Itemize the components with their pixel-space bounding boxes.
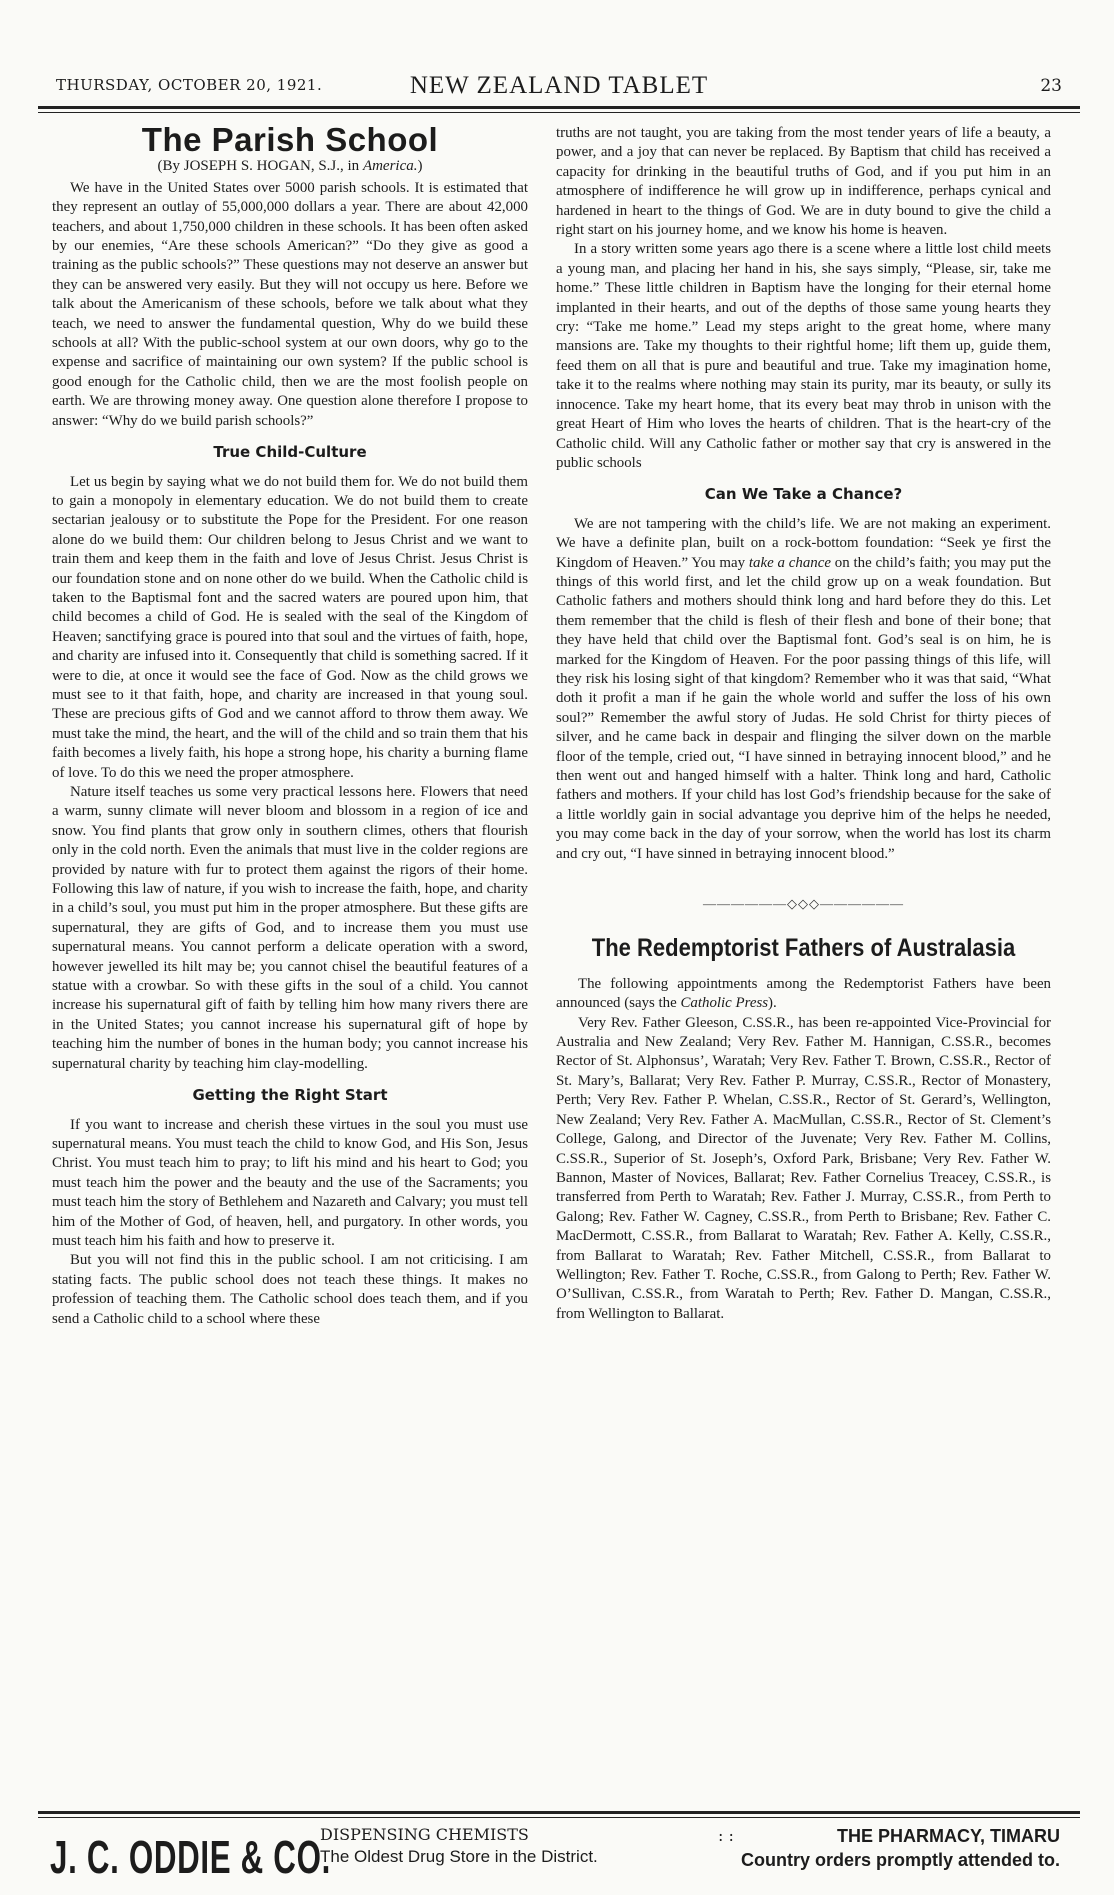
body-paragraph-continued: truths are not taught, you are taking from the most tender years of life a beauty, a power, and a joy that can never be replaced. By Baptism that child has received a capacity for drinking in the beautiful truths of God, and if you put him in an atmosphere of indifference he will grow up in indifference, perhaps cynical and hardened in heart to the things of God. We are in duty bound to give the child a right start on his journey home, and we know his home is heaven. — [556, 125, 1051, 239]
body-paragraph: The following appointments among the Redemptorist Fathers have been announced (says the Catholic Press). — [556, 975, 1051, 1012]
emphasis-take-a-chance: take a chance — [748, 554, 831, 571]
section-heading-getting-the-right-start: Getting the Right Start — [192, 1086, 388, 1105]
advertiser-description — [320, 1824, 750, 1868]
ad-line-dispensing: DISPENSING CHEMISTS — [320, 1825, 529, 1844]
header-rule-thin — [38, 112, 1080, 113]
body-paragraph: We are not tampering with the child’s life. We are not making an experiment. We have a definite plan, built on a rock-bottom foundation: “Seek ye first the Kingdom of Heaven.” You may take a chance on the child’s faith; you may put the things of this world first, and let the child grow up on a weak foundation. But Catholic fathers and mothers should think long and hard before they do this. Let them remember that the child is flesh of their flesh and bone of their bone; that they have held that child over the Baptismal font. God’s seal is on him, he is marked for the Kingdom of Heaven. For the poor passing things of this life, will they risk his losing sight of that kingdom? Remember who it was that said, “What doth it profit a man if he gain the whole world and suffer the loss of his own soul?” Remember the awful story of Judas. He sold Christ for thirty pieces of silver, and he came back in despair and flinging the silver down on the marble floor of the temple, cried out, “I have sinned in betraying innocent blood,” and he then went out and hanged himself with a halter. Think long and hard, Catholic fathers and mothers. If your child has lost God’s friendship because for the sake of a little worldly gain in social advantage you deprive him of the helps he needed, you may come back in the day of your sorrow, when the world has lost its charm and cry out, “I have sinned in betraying innocent blood.” — [556, 515, 1052, 862]
footer-rule — [38, 1811, 1080, 1814]
redemptorist-article — [556, 975, 1051, 1324]
right-column — [556, 124, 1051, 1324]
left-column — [52, 121, 528, 1329]
article-byline: (By JOSEPH S. HOGAN, S.J., in America.) — [157, 158, 423, 175]
body-paragraph: In a story written some years ago there is a scene where a little lost child meets a young man, and placing her hand in his, she says simply, “Please, sir, take me home.” These little children in Baptism have the longing for their eternal home implanted in their hearts, and out of the depths of those same young hearts they cry: “Take me home.” Lead my steps aright to the great home, where many mansions are. Take my thoughts to their rightful home; lift them up, guide them, feed them on all that is pure and beautiful and true. Take my imagination home, take it to the realms where nothing may stain its purity, mar its beauty, or sully its innocence. Take my heart home, that its every beat may throb in unison with the great Heart of Him who loves the hearts of children. That is the heart-cry of the Catholic child. Will any Catholic father or mother say that cry is answered in the public schools — [556, 241, 1051, 471]
appointments-paragraph: Very Rev. Father Gleeson, C.SS.R., has been re-appointed Vice-Provincial for Australia and New Zealand; Very Rev. Father M. Hannigan, C.SS.R., becomes Rector of St. Alphonsus’, Waratah; Very Rev. Father T. Brown, C.SS.R., Rector of St. Mary’s, Ballarat; Very Rev. Father P. Murray, C.SS.R., Rector of Monastery, Perth; Very Rev. Father P. Whelan, C.SS.R., Rector of St. Gerard’s, Wellington, New Zealand; Very Rev. Father A. MacMullan, C.SS.R., Rector of St. Clement’s College, Galong, and Director of the Juvenate; Very Rev. Father M. Collins, C.SS.R., Superior of St. Joseph’s, Oxford Park, Brisbane; Very Rev. Father W. Bannon, Master of Novices, Ballarat; Rev. Father Cornelius Treacey, C.SS.R., is transferred from Perth to Waratah; Rev. Father J. Murray, C.SS.R., from Perth to Galong; Rev. Father W. Cagney, C.SS.R., from Perth to Brisbane; Rev. Father C. MacDermott, C.SS.R., from Ballarat to Waratah; Rev. Father A. Kelly, C.SS.R., from Ballarat to Waratah; Rev. Father Mitchell, C.SS.R., from Ballarat to Wellington; Rev. Father T. Roche, C.SS.R., from Galong to Perth; Rev. Father W. O’Sullivan, C.SS.R., from Waratah to Perth; Rev. Father D. Mangan, C.SS.R., from Wellington to Ballarat. — [556, 1014, 1051, 1322]
body-paragraph: But you will not find this in the public school. I am not criticising. I am stating facts. The public school does not teach these things. It makes no profession of teaching them. The Catholic school does teach them, and if you send a Catholic child to a school where these — [52, 1252, 528, 1327]
footer-rule-thin — [38, 1817, 1080, 1818]
source-catholic-press: Catholic Press — [680, 995, 769, 1012]
page-header — [38, 72, 1080, 104]
page-number: 23 — [1040, 76, 1062, 96]
byline-source: America. — [362, 158, 418, 175]
body-paragraph: Nature itself teaches us some very practical lessons here. Flowers that need a warm, sunny climate will never bloom and blossom in a region of ice and snow. You find plants that grow only in southern climes, others that flourish only in the cold north. Even the animals that must live in the colder regions are provided by nature with fur to protect them against the rigors of their home. Following this law of nature, if you wish to increase the faith, hope, and charity in a child’s soul, you must put him in the proper atmosphere. But these gifts are supernatural, they are gifts of God, and to increase them you must use supernatural means. You cannot perform a delicate operation with a sword, however jewelled its hilt may be; you cannot chisel the beautiful features of a statue with a crowbar. So with these gifts in the soul of a child. You cannot increase his supernatural gift of faith by telling him how many rivers there are in the United States; you cannot increase his supernatural gift of hope by teaching him the number of bones in the human body; you cannot increase his supernatural charity by teaching him clay-modelling. — [52, 784, 528, 1072]
ornamental-divider: ——————◇◇◇—————— — [703, 896, 904, 912]
article-title: The Parish School — [141, 121, 439, 158]
ad-separator: : : — [718, 1826, 734, 1845]
ad-line-pharmacy: THE PHARMACY, TIMARU — [837, 1826, 1060, 1846]
article-intro-paragraph: We have in the United States over 5000 parish schools. It is estimated that they represent an outlay of 55,000,000 dollars a year. There are about 42,000 teachers, and about 1,750,000 children in these schools. It has been often asked by our enemies, “Are these schools American?” “Do they give as good a training as the public schools?” These questions may not deserve an answer but they can be answered very easily. But they will not occupy us here. Before we talk about the Americanism of these schools, before we talk about what they teach, we need to answer the fundamental question, Why do we build these schools at all? With the public-school system at our own doors, why go to the expense and sacrifice of maintaining our own system? If the public school is good enough for the Catholic child, then we are the most foolish people on earth. We are throwing money away. One question alone therefore I propose to answer: “Why do we build parish schools?” — [52, 179, 528, 429]
header-rule — [38, 106, 1080, 109]
article-title-redemptorist: The Redemptorist Fathers of Australasia — [591, 934, 1016, 963]
publication-title: NEW ZEALAND TABLET — [409, 72, 709, 99]
section-heading-true-child-culture: True Child-Culture — [213, 443, 367, 462]
ad-line-oldest-store: The Oldest Drug Store in the District. — [320, 1847, 598, 1866]
body-paragraph: Let us begin by saying what we do not build them for. We do not build them to gain a monopoly in elementary education. We do not build them to create sectarian jealousy or to substitute the Pope for the President. For one reason alone do we build them: Our children belong to Jesus Christ and we want to train them and keep them in the faith and love of Jesus Christ. Jesus Christ is our foundation stone and on none other do we build. When the Catholic child is taken to the Baptismal font and the sacred waters are poured upon him, that child becomes a child of God. He is sealed with the seal of the Kingdom of Heaven; sanctifying grace is poured into that soul and the virtues of faith, hope, and charity are infused into it. Consequently that child is something sacred. If it were to die, at once it would see the face of God. Now as the child grows we must see to it that faith, hope, and charity are increased in that young soul. These are precious gifts of God and we cannot afford to throw them away. We must take the mind, the heart, and the will of the child and so train them that his faith becomes a lively faith, his hope a strong hope, his charity a burning flame of love. To do this we need the proper atmosphere. — [52, 473, 528, 781]
ad-line-country-orders: Country orders promptly attended to. — [740, 1850, 1060, 1870]
footer-advertisement — [38, 1822, 1080, 1888]
section-heading-can-we-take-a-chance: Can We Take a Chance? — [704, 485, 903, 504]
issue-date: THURSDAY, OCTOBER 20, 1921. — [56, 76, 323, 94]
body-paragraph: If you want to increase and cherish these virtues in the soul you must use supernatural means. You must teach the child to know God, and His Son, Jesus Christ. You must teach him to pray; to lift his mind and his heart to God; you must teach him the power and the beauty and the use of the Sacraments; you must teach him the story of Bethlehem and Nazareth and Calvary; you must tell him of the Mother of God, of heaven, hell, and purgatory. In other words, you must teach him his faith and how to preserve it. — [52, 1116, 528, 1249]
advertiser-location — [730, 1824, 1060, 1872]
advertiser-name: J. C. ODDIE & CO. — [50, 1831, 331, 1883]
